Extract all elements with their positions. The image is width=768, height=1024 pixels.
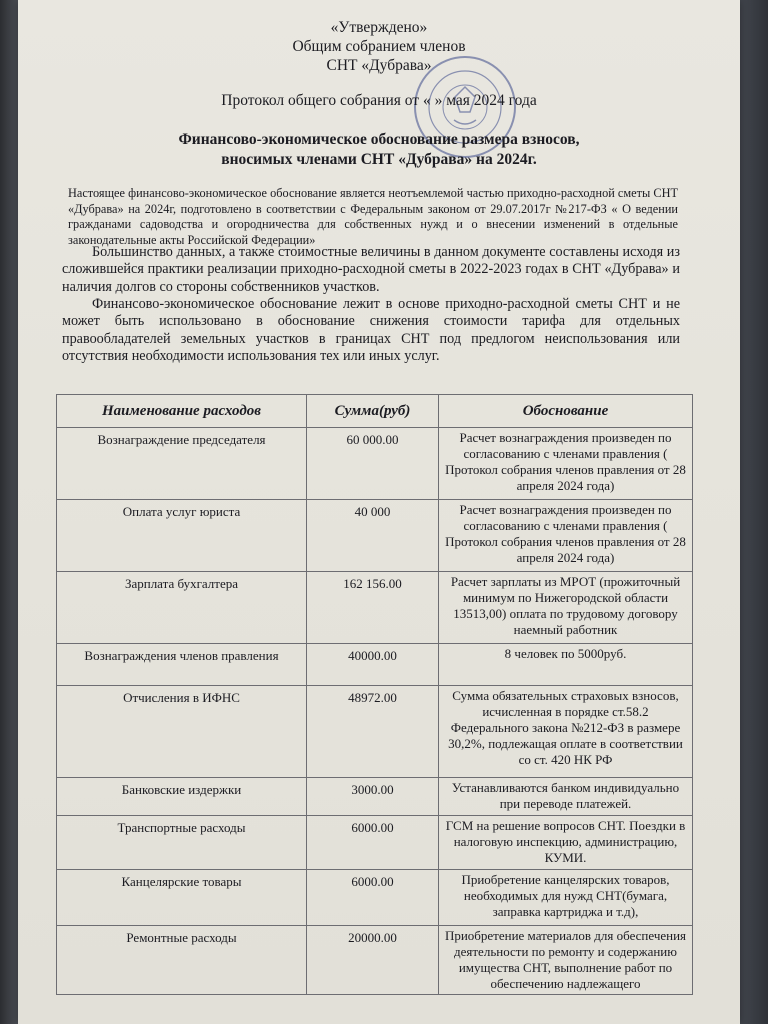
table-row xyxy=(57,572,693,644)
header-justification: Обоснование xyxy=(439,395,693,428)
expense-amount: 6000.00 xyxy=(307,870,439,926)
paragraph-basis: Финансово-экономическое обоснование лежит в основе приходно-расходной сметы СНТ и не может быть использовано в обоснование снижения стоимости тарифа для отдельных правообладателей земельных участков в границах СНТ под предлогом неиспользования или отсутствия необходимости использования тех или иных услуг. xyxy=(62,296,680,365)
expense-amount: 40 000 xyxy=(307,500,439,572)
table-row xyxy=(57,870,693,926)
header-amount: Сумма(руб) xyxy=(307,395,439,428)
expense-justification: ГСМ на решение вопросов СНТ. Поездки в налоговую инспекцию, администрацию, КУМИ. xyxy=(439,816,693,870)
expense-name: Транспортные расходы xyxy=(57,816,307,870)
table-row xyxy=(57,644,693,686)
approved-line: «Утверждено» xyxy=(330,19,428,36)
table-row xyxy=(57,686,693,778)
expense-justification: Приобретение канцелярских товаров, необходимых для нужд СНТ(бумага, заправка картриджа и т.д), xyxy=(439,870,693,926)
expense-justification: Расчет вознаграждения произведен по согласованию с членами правления ( Протокол собрания членов правления от 28 апреля 2024 года) xyxy=(439,428,693,500)
table-header-row xyxy=(57,395,693,428)
expense-amount: 60 000.00 xyxy=(307,428,439,500)
expense-amount: 3000.00 xyxy=(307,778,439,816)
expense-justification: Расчет зарплаты из МРОТ (прожиточный минимум по Нижегородской области 13513,00) оплата по трудовому договору наемный работник xyxy=(439,572,693,644)
expense-name: Зарплата бухгалтера xyxy=(57,572,307,644)
title-line-1: Финансово-экономическое обоснование размера взносов, xyxy=(178,131,580,148)
expense-amount: 6000.00 xyxy=(307,816,439,870)
table-row xyxy=(57,816,693,870)
expense-amount: 20000.00 xyxy=(307,926,439,995)
document-title xyxy=(18,130,740,170)
expense-amount: 48972.00 xyxy=(307,686,439,778)
expense-name: Банковские издержки xyxy=(57,778,307,816)
expense-justification: Устанавливаются банком индивидуально при переводе платежей. xyxy=(439,778,693,816)
protocol-line: Протокол общего собрания от « » мая 2024 года xyxy=(221,92,537,109)
expense-name: Канцелярские товары xyxy=(57,870,307,926)
table-row xyxy=(57,500,693,572)
expense-name: Отчисления в ИФНС xyxy=(57,686,307,778)
table-row xyxy=(57,778,693,816)
expense-name: Вознаграждение председателя xyxy=(57,428,307,500)
organization-line: СНТ «Дубрава» xyxy=(326,57,432,74)
intro-paragraph: Настоящее финансово-экономическое обоснование является неотъемлемой частью приходно-расходной сметы СНТ «Дубрава» на 2024г, подготовлено в соответствии с Федеральным законом от 29.07.2017г №217-ФЗ « О ведении гражданами садоводства и огородничества для собственных нужд и о внесении изменений в отдельные законодательные акты Российской Федерации» xyxy=(68,186,678,247)
expense-justification: 8 человек по 5000руб. xyxy=(439,644,693,686)
table-row xyxy=(57,926,693,995)
paragraph-data-sources: Большинство данных, а также стоимостные величины в данном документе составлены исходя из сложившейся практики реализации приходно-расходной сметы в 2022-2023 годах в СНТ «Дубрава» и наличия долгов со стороны собственников участков. xyxy=(62,244,680,295)
expense-name: Ремонтные расходы xyxy=(57,926,307,995)
expense-amount: 40000.00 xyxy=(307,644,439,686)
expense-justification: Приобретение материалов для обеспечения деятельности по ремонту и содержанию имущества СНТ, выполнение работ по обеспечению надлежащего xyxy=(439,926,693,995)
expenses-table xyxy=(56,394,693,995)
expense-justification: Сумма обязательных страховых взносов, исчисленная в порядке ст.58.2 Федерального закона №212-ФЗ в размере 30,2%, подлежащая оплате в соответствии со ст. 420 НК РФ xyxy=(439,686,693,778)
expense-justification: Расчет вознаграждения произведен по согласованию с членами правления ( Протокол собрания членов правления от 28 апреля 2024 года) xyxy=(439,500,693,572)
header-expense-name: Наименование расходов xyxy=(57,395,307,428)
expense-amount: 162 156.00 xyxy=(307,572,439,644)
document-sheet xyxy=(18,0,740,1024)
title-line-2: вносимых членами СНТ «Дубрава» на 2024г. xyxy=(221,151,537,168)
table-row xyxy=(57,428,693,500)
expense-name: Оплата услуг юриста xyxy=(57,500,307,572)
approved-by-line: Общим собранием членов xyxy=(292,38,466,55)
expense-name: Вознаграждения членов правления xyxy=(57,644,307,686)
